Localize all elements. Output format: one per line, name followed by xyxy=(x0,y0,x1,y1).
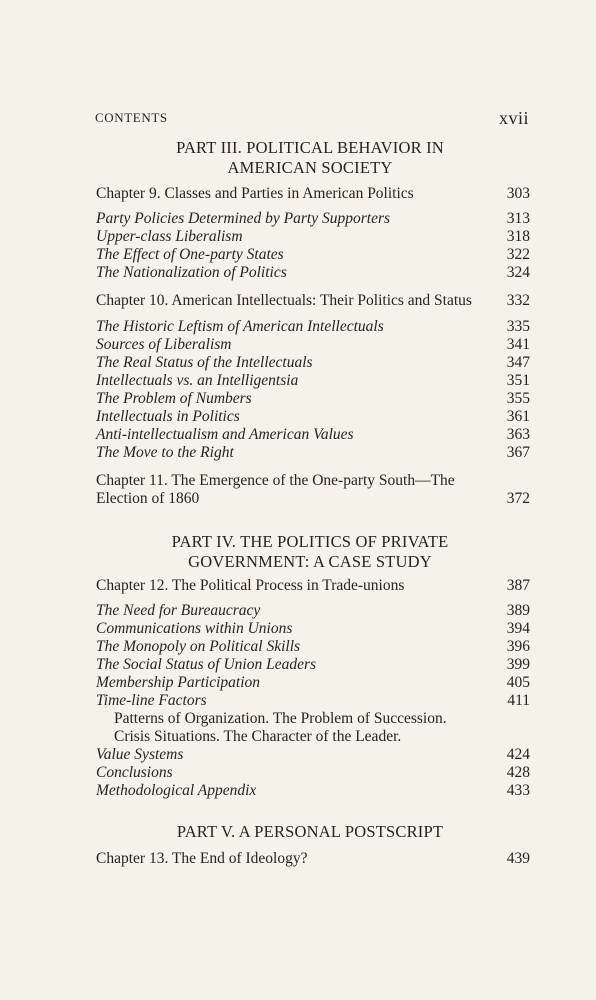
section-title: Methodological Appendix xyxy=(96,782,257,799)
section-page: 394 xyxy=(506,620,530,637)
section-title: The Nationalization of Politics xyxy=(96,264,287,281)
section-title: The Move to the Right xyxy=(96,444,234,461)
section-title: Conclusions xyxy=(96,764,173,781)
section-title: Anti-intellectualism and American Values xyxy=(96,426,354,443)
section-page: 313 xyxy=(506,210,530,227)
section-page: 363 xyxy=(506,426,530,443)
chapter-page: 387 xyxy=(506,577,530,594)
section-title: Upper-class Liberalism xyxy=(96,228,243,245)
chapter-title: Chapter 11. The Emergence of the One-party South—The xyxy=(96,472,455,489)
toc-section xyxy=(96,674,530,692)
part-heading-4 xyxy=(80,532,540,572)
toc-section xyxy=(96,264,530,282)
part-heading-3 xyxy=(80,138,540,178)
section-title: The Real Status of the Intellectuals xyxy=(96,354,313,371)
section-title: The Monopoly on Political Skills xyxy=(96,638,301,655)
toc-section xyxy=(96,638,530,656)
toc-chapter-9 xyxy=(96,185,530,203)
section-page: 396 xyxy=(506,638,530,655)
toc-section xyxy=(96,692,530,710)
section-title: Communications within Unions xyxy=(96,620,293,637)
chapter-title: Chapter 12. The Political Process in Trade-unions xyxy=(96,577,405,594)
part-heading-line: PART IV. THE POLITICS OF PRIVATE xyxy=(171,532,449,551)
part-heading-line: PART V. A PERSONAL POSTSCRIPT xyxy=(176,822,444,841)
section-title: Intellectuals in Politics xyxy=(96,408,240,425)
toc-subsection-line: Crisis Situations. The Character of the Leader. xyxy=(114,728,402,745)
chapter-title: Chapter 9. Classes and Parties in American Politics xyxy=(96,185,414,202)
toc-section xyxy=(96,408,530,426)
section-title: Membership Participation xyxy=(96,674,261,691)
section-page: 324 xyxy=(506,264,530,281)
section-page: 322 xyxy=(506,246,530,263)
toc-section xyxy=(96,764,530,782)
section-title: Party Policies Determined by Party Supporters xyxy=(96,210,391,227)
section-page: 347 xyxy=(506,354,530,371)
section-page: 355 xyxy=(506,390,530,407)
toc-section xyxy=(96,390,530,408)
part-heading-5 xyxy=(80,822,540,842)
chapter-page: 372 xyxy=(506,490,530,507)
toc-section xyxy=(96,426,530,444)
section-title: Value Systems xyxy=(96,746,184,763)
section-page: 424 xyxy=(506,746,530,763)
section-title: The Effect of One-party States xyxy=(96,246,284,263)
toc-section xyxy=(96,354,530,372)
section-title: Sources of Liberalism xyxy=(96,336,232,353)
section-title: Intellectuals vs. an Intelligentsia xyxy=(96,372,299,389)
toc-chapter-11 xyxy=(96,472,530,490)
section-page: 411 xyxy=(507,692,530,709)
chapter-title: Chapter 13. The End of Ideology? xyxy=(96,850,308,867)
toc-section xyxy=(96,246,530,264)
toc-section xyxy=(96,444,530,462)
toc-section xyxy=(96,620,530,638)
toc-section xyxy=(96,336,530,354)
section-page: 399 xyxy=(506,656,530,673)
part-heading-line: GOVERNMENT: A CASE STUDY xyxy=(188,552,432,571)
section-title: The Problem of Numbers xyxy=(96,390,252,407)
section-page: 433 xyxy=(506,782,530,799)
chapter-page: 332 xyxy=(506,292,530,309)
section-title: The Historic Leftism of American Intellectuals xyxy=(96,318,384,335)
toc-section xyxy=(96,210,530,228)
section-page: 367 xyxy=(506,444,530,461)
chapter-title: Election of 1860 xyxy=(96,490,200,507)
section-page: 361 xyxy=(506,408,530,425)
section-page: 405 xyxy=(506,674,530,691)
running-head-title: CONTENTS xyxy=(95,110,168,125)
toc-section xyxy=(96,602,530,620)
toc-chapter-12 xyxy=(96,577,530,595)
toc-chapter-13 xyxy=(96,850,530,868)
page-number: xvii xyxy=(498,108,529,128)
toc-section xyxy=(96,228,530,246)
section-page: 389 xyxy=(506,602,530,619)
section-page: 335 xyxy=(506,318,530,335)
section-title: The Need for Bureaucracy xyxy=(96,602,261,619)
toc-section xyxy=(96,782,530,800)
section-title: The Social Status of Union Leaders xyxy=(96,656,317,673)
chapter-page: 303 xyxy=(506,185,530,202)
toc-subsection-line: Patterns of Organization. The Problem of Succession. xyxy=(114,710,447,727)
toc-section xyxy=(96,318,530,336)
toc-section xyxy=(96,656,530,674)
running-head xyxy=(95,110,529,130)
section-page: 351 xyxy=(506,372,530,389)
toc-section xyxy=(96,372,530,390)
part-heading-line: PART III. POLITICAL BEHAVIOR IN xyxy=(176,138,444,157)
toc-chapter-10 xyxy=(96,292,530,310)
toc-section xyxy=(96,746,530,764)
section-page: 341 xyxy=(506,336,530,353)
section-page: 318 xyxy=(506,228,530,245)
section-title: Time-line Factors xyxy=(96,692,207,709)
part-heading-line: AMERICAN SOCIETY xyxy=(227,158,393,177)
toc-chapter-11-cont xyxy=(96,490,530,508)
chapter-title: Chapter 10. American Intellectuals: Their Politics and Status xyxy=(96,292,472,309)
chapter-page: 439 xyxy=(506,850,530,867)
section-page: 428 xyxy=(506,764,530,781)
